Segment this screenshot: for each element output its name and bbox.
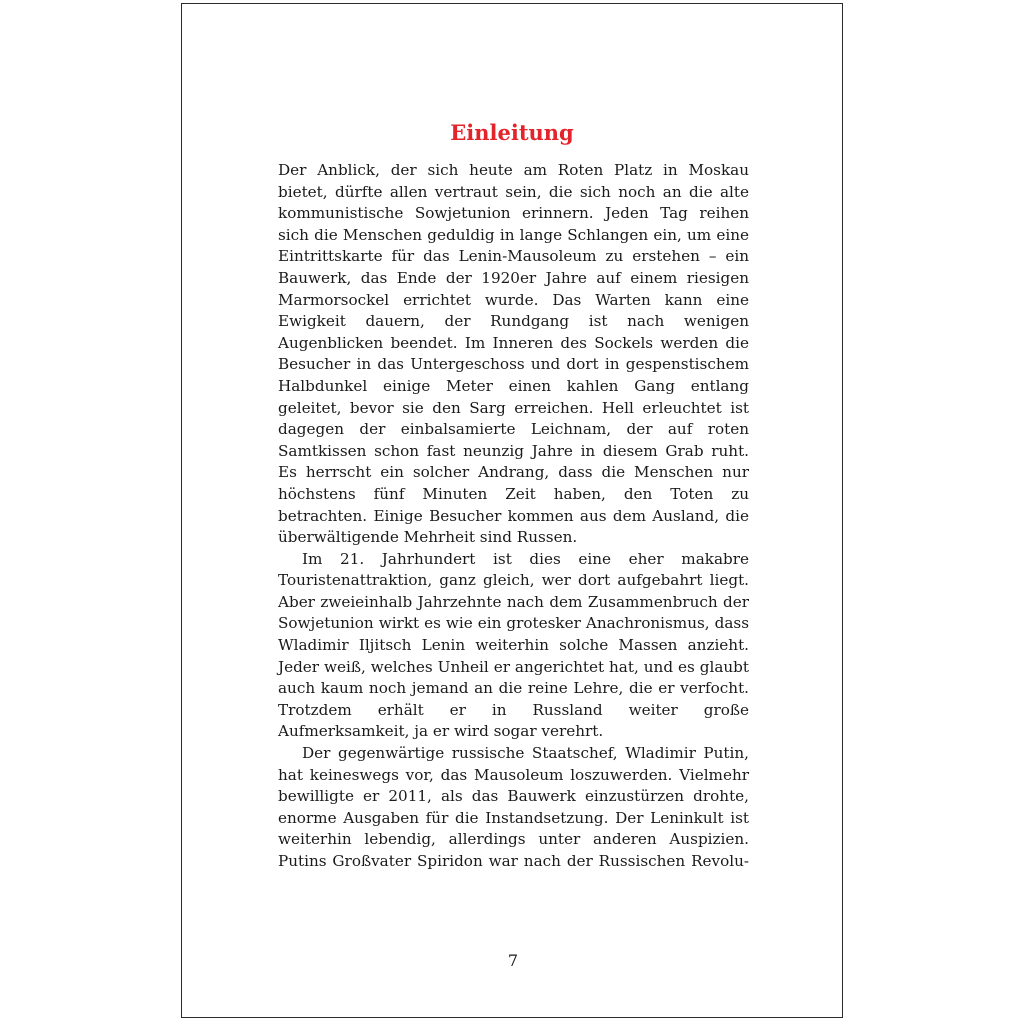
- paragraph-3: Der gegenwärtige russische Staatschef, Wladimir Putin, hat keineswegs vor, das Mausoleum loszuwerden. Vielmehr bewilligte er 2011, als das Bauwerk einzustürzen drohte, enorme Ausgaben für die Instandsetzung. Der Leninkult ist weiterhin lebendig, allerdings unter anderen Auspizien. Putins Großvater Spiridon war nach der Russischen Revolu-: [278, 744, 749, 870]
- paragraph-1: Der Anblick, der sich heute am Roten Platz in Moskau bietet, dürfte allen vertraut sein, die sich noch an die alte kommunistische Sowjetunion erinnern. Jeden Tag reihen sich die Menschen geduldig in lange Schlangen ein, um eine Eintrittskarte für das Lenin-Mausoleum zu erstehen – ein Bauwerk, das Ende der 1920er Jahre auf einem riesigen Marmorsockel errichtet wurde. Das Warten kann eine Ewigkeit dauern, der Rundgang ist nach wenigen Augenblicken beendet. Im Inneren des Sockels werden die Besucher in das Untergeschoss und dort in gespenstischem Halbdunkel einige Meter einen kahlen Gang entlang geleitet, bevor sie den Sarg erreichen. Hell erleuchtet ist dagegen der einbalsamierte Leichnam, der auf roten Samtkissen schon fast neunzig Jahre in diesem Grab ruht. Es herrscht ein solcher Andrang, dass die Menschen nur höchstens fünf Minuten Zeit haben, den Toten zu betrachten. Einige Besucher kommen aus dem Ausland, die überwältigende Mehrheit sind Russen.: [278, 161, 749, 547]
- chapter-title: Einleitung: [450, 120, 574, 145]
- book-page: [181, 3, 843, 1018]
- body-text: [278, 160, 749, 873]
- page-number: 7: [507, 951, 519, 970]
- paragraph-2: Im 21. Jahrhundert ist dies eine eher makabre Touristenattraktion, ganz gleich, wer dort aufgebahrt liegt. Aber zweieinhalb Jahrzehnte nach dem Zusammenbruch der Sowjetunion wirkt es wie ein grotesker Anachronismus, dass Wladimir Iljitsch Lenin weiterhin solche Massen anzieht. Jeder weiß, welches Unheil er angerichtet hat, und es glaubt auch kaum noch jemand an die reine Lehre, die er verfocht. Trotzdem erhält er in Russland weiter große Aufmerksamkeit, ja er wird sogar verehrt.: [278, 549, 749, 741]
